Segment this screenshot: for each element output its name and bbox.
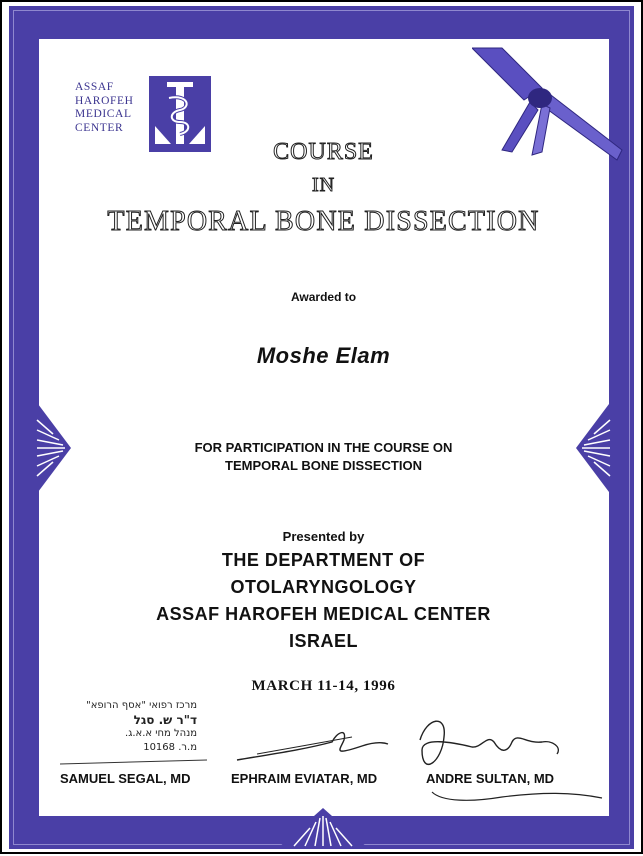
stamp-line-3: מנהל מחי א.א.ג. xyxy=(125,728,197,739)
stamp-line-2: ד"ר ש. סגל xyxy=(133,713,197,727)
presenter-block xyxy=(2,547,643,655)
signatory-name-2: EPHRAIM EVIATAR, MD xyxy=(231,771,378,786)
logo-line-2: HAROFEH xyxy=(75,94,134,107)
presenter-line-3: ASSAF HAROFEH MEDICAL CENTER xyxy=(156,604,491,624)
logo-line-3: MEDICAL xyxy=(75,108,132,121)
presenter-line-2: OTOLARYNGOLOGY xyxy=(230,577,417,597)
bottom-fan-ornament xyxy=(278,808,368,848)
title-line-1: COURSE xyxy=(273,139,374,165)
presented-by-label: Presented by xyxy=(282,529,365,544)
signatory-name-1: SAMUEL SEGAL, MD xyxy=(60,771,191,786)
awarded-to-label: Awarded to xyxy=(290,290,357,304)
presenter-line-4: ISRAEL xyxy=(288,631,358,651)
title-line-3: TEMPORAL BONE DISSECTION xyxy=(107,206,540,237)
logo-line-4: CENTER xyxy=(75,121,124,134)
recipient-name: Moshe Elam xyxy=(256,343,391,368)
stamp-line-1: מרכז רפואי "אסף הרופא" xyxy=(86,700,197,711)
participation-line-1: FOR PARTICIPATION IN THE COURSE ON xyxy=(194,440,453,455)
title-line-2: IN xyxy=(311,174,336,196)
participation-line-2: TEMPORAL BONE DISSECTION xyxy=(225,458,422,473)
course-date: MARCH 11-14, 1996 xyxy=(251,678,396,694)
hebrew-stamp xyxy=(62,699,197,755)
signatory-name-3: ANDRE SULTAN, MD xyxy=(426,771,555,786)
logo-line-1: ASSAF xyxy=(75,81,114,93)
stamp-line-4: מ.ר. 10168 xyxy=(143,742,197,753)
institution-logo-text xyxy=(75,81,155,135)
presenter-line-1: THE DEPARTMENT OF xyxy=(221,550,426,570)
participation-text xyxy=(2,439,643,475)
